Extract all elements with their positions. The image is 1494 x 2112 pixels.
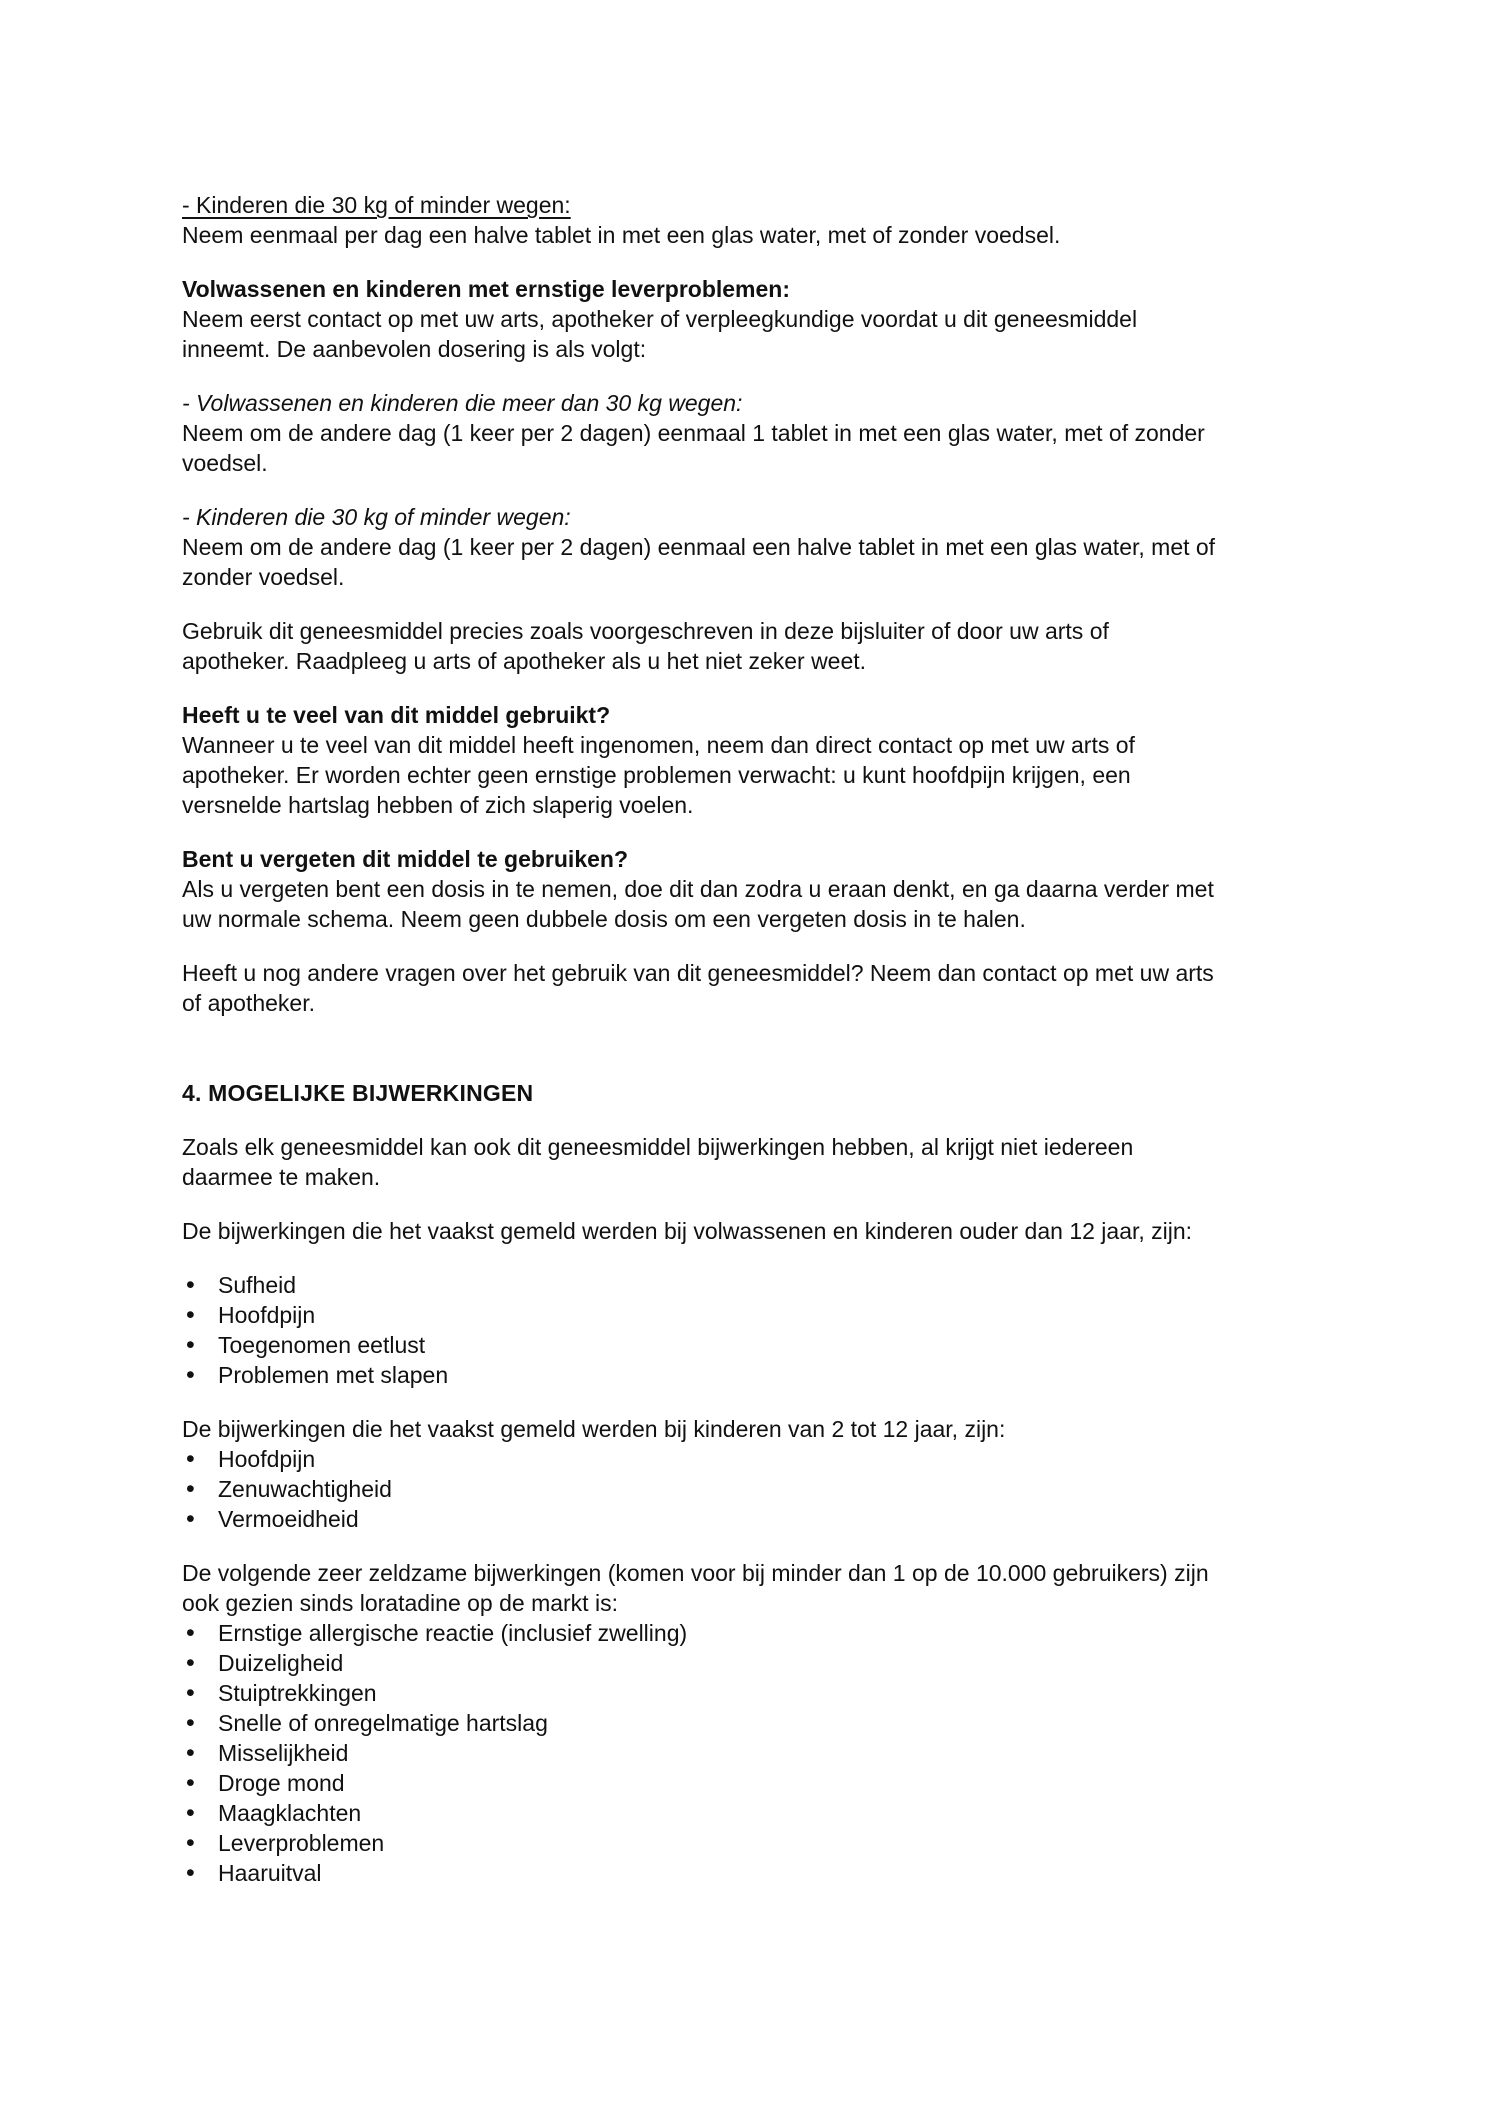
- body-line: of apotheker.: [182, 990, 315, 1016]
- body-line: daarmee te maken.: [182, 1164, 381, 1190]
- bullet-list: [182, 1444, 1372, 1534]
- bullet-item: [182, 1300, 1372, 1330]
- block-heading-italic: - Kinderen die 30 kg of minder wegen:: [182, 504, 571, 530]
- block-heading-underline: - Kinderen die 30 kg of minder wegen:: [182, 192, 571, 218]
- block-heading-bold: Bent u vergeten dit middel te gebruiken?: [182, 846, 629, 872]
- body-line: ook gezien sinds loratadine op de markt is:: [182, 1590, 618, 1616]
- body-line: zonder voedsel.: [182, 564, 345, 590]
- bullet-item: [182, 1678, 1372, 1708]
- text-block: [182, 502, 1372, 592]
- bullet-dot-icon: •: [186, 1475, 195, 1503]
- text-block: [182, 1270, 1372, 1390]
- bullet-item: [182, 1444, 1372, 1474]
- section-heading: 4. MOGELIJKE BIJWERKINGEN: [182, 1080, 534, 1106]
- block-heading-italic: - Volwassenen en kinderen die meer dan 30 kg wegen:: [182, 390, 743, 416]
- body-line: De bijwerkingen die het vaakst gemeld werden bij volwassenen en kinderen ouder dan 12 jaar, zijn:: [182, 1218, 1193, 1244]
- text-block: [182, 1414, 1372, 1534]
- bullet-text: Zenuwachtigheid: [218, 1476, 392, 1502]
- bullet-dot-icon: •: [186, 1859, 195, 1887]
- body-line: De volgende zeer zeldzame bijwerkingen (komen voor bij minder dan 1 op de 10.000 gebruikers) zijn: [182, 1560, 1209, 1586]
- bullet-dot-icon: •: [186, 1301, 195, 1329]
- bullet-item: [182, 1504, 1372, 1534]
- bullet-dot-icon: •: [186, 1649, 195, 1677]
- body-line: Wanneer u te veel van dit middel heeft ingenomen, neem dan direct contact op met uw arts of: [182, 732, 1135, 758]
- text-block: [182, 616, 1372, 676]
- text-block: [182, 958, 1372, 1018]
- bullet-dot-icon: •: [186, 1271, 195, 1299]
- bullet-item: [182, 1618, 1372, 1648]
- bullet-dot-icon: •: [186, 1739, 195, 1767]
- bullet-text: Problemen met slapen: [218, 1362, 449, 1388]
- body-line: versnelde hartslag hebben of zich slaperig voelen.: [182, 792, 694, 818]
- bullet-dot-icon: •: [186, 1505, 195, 1533]
- bullet-dot-icon: •: [186, 1445, 195, 1473]
- body-line: voedsel.: [182, 450, 268, 476]
- body-line: Zoals elk geneesmiddel kan ook dit geneesmiddel bijwerkingen hebben, al krijgt niet iedereen: [182, 1134, 1134, 1160]
- bullet-dot-icon: •: [186, 1331, 195, 1359]
- bullet-dot-icon: •: [186, 1361, 195, 1389]
- text-block: [182, 1132, 1372, 1192]
- text-block: [182, 274, 1372, 364]
- bullet-text: Snelle of onregelmatige hartslag: [218, 1710, 548, 1736]
- bullet-text: Vermoeidheid: [218, 1506, 359, 1532]
- text-block: [182, 700, 1372, 820]
- bullet-item: [182, 1768, 1372, 1798]
- bullet-dot-icon: •: [186, 1769, 195, 1797]
- body-line: inneemt. De aanbevolen dosering is als volgt:: [182, 336, 647, 362]
- body-line: uw normale schema. Neem geen dubbele dosis om een vergeten dosis in te halen.: [182, 906, 1026, 932]
- bullet-text: Sufheid: [218, 1272, 297, 1298]
- body-line: Neem eenmaal per dag een halve tablet in met een glas water, met of zonder voedsel.: [182, 222, 1061, 248]
- bullet-dot-icon: •: [186, 1799, 195, 1827]
- bullet-text: Haaruitval: [218, 1860, 322, 1886]
- bullet-item: [182, 1360, 1372, 1390]
- bullet-dot-icon: •: [186, 1619, 195, 1647]
- document-content: [182, 190, 1372, 1888]
- bullet-text: Leverproblemen: [218, 1830, 385, 1856]
- body-line: Gebruik dit geneesmiddel precies zoals voorgeschreven in deze bijsluiter of door uw arts of: [182, 618, 1109, 644]
- text-block: [182, 1216, 1372, 1246]
- bullet-item: [182, 1828, 1372, 1858]
- body-line: Neem om de andere dag (1 keer per 2 dagen) eenmaal een halve tablet in met een glas water, met of: [182, 534, 1216, 560]
- body-line: Als u vergeten bent een dosis in te nemen, doe dit dan zodra u eraan denkt, en ga daarna verder met: [182, 876, 1214, 902]
- text-block: [182, 388, 1372, 478]
- bullet-item: [182, 1708, 1372, 1738]
- bullet-item: [182, 1858, 1372, 1888]
- body-line: De bijwerkingen die het vaakst gemeld werden bij kinderen van 2 tot 12 jaar, zijn:: [182, 1416, 1006, 1442]
- body-line: Heeft u nog andere vragen over het gebruik van dit geneesmiddel? Neem dan contact op met uw arts: [182, 960, 1214, 986]
- bullet-item: [182, 1738, 1372, 1768]
- bullet-item: [182, 1648, 1372, 1678]
- block-heading-bold: Heeft u te veel van dit middel gebruikt?: [182, 702, 611, 728]
- bullet-text: Maagklachten: [218, 1800, 362, 1826]
- body-line: apotheker. Raadpleeg u arts of apotheker als u het niet zeker weet.: [182, 648, 867, 674]
- bullet-text: Hoofdpijn: [218, 1446, 316, 1472]
- bullet-list: [182, 1270, 1372, 1390]
- block-heading-bold: Volwassenen en kinderen met ernstige leverproblemen:: [182, 276, 790, 302]
- bullet-text: Hoofdpijn: [218, 1302, 316, 1328]
- body-line: Neem eerst contact op met uw arts, apotheker of verpleegkundige voordat u dit geneesmiddel: [182, 306, 1138, 332]
- text-block: [182, 844, 1372, 934]
- body-line: Neem om de andere dag (1 keer per 2 dagen) eenmaal 1 tablet in met een glas water, met of zonder: [182, 420, 1205, 446]
- bullet-text: Duizeligheid: [218, 1650, 344, 1676]
- text-block: [182, 190, 1372, 250]
- bullet-list: [182, 1618, 1372, 1888]
- bullet-item: [182, 1474, 1372, 1504]
- section-heading-block: [182, 1078, 1372, 1108]
- bullet-item: [182, 1270, 1372, 1300]
- bullet-item: [182, 1330, 1372, 1360]
- body-line: apotheker. Er worden echter geen ernstige problemen verwacht: u kunt hoofdpijn krijgen, een: [182, 762, 1131, 788]
- bullet-dot-icon: •: [186, 1709, 195, 1737]
- bullet-dot-icon: •: [186, 1829, 195, 1857]
- text-block: [182, 1558, 1372, 1888]
- bullet-text: Misselijkheid: [218, 1740, 349, 1766]
- bullet-item: [182, 1798, 1372, 1828]
- bullet-text: Stuiptrekkingen: [218, 1680, 377, 1706]
- bullet-text: Ernstige allergische reactie (inclusief zwelling): [218, 1620, 688, 1646]
- bullet-text: Toegenomen eetlust: [218, 1332, 426, 1358]
- bullet-dot-icon: •: [186, 1679, 195, 1707]
- bullet-text: Droge mond: [218, 1770, 345, 1796]
